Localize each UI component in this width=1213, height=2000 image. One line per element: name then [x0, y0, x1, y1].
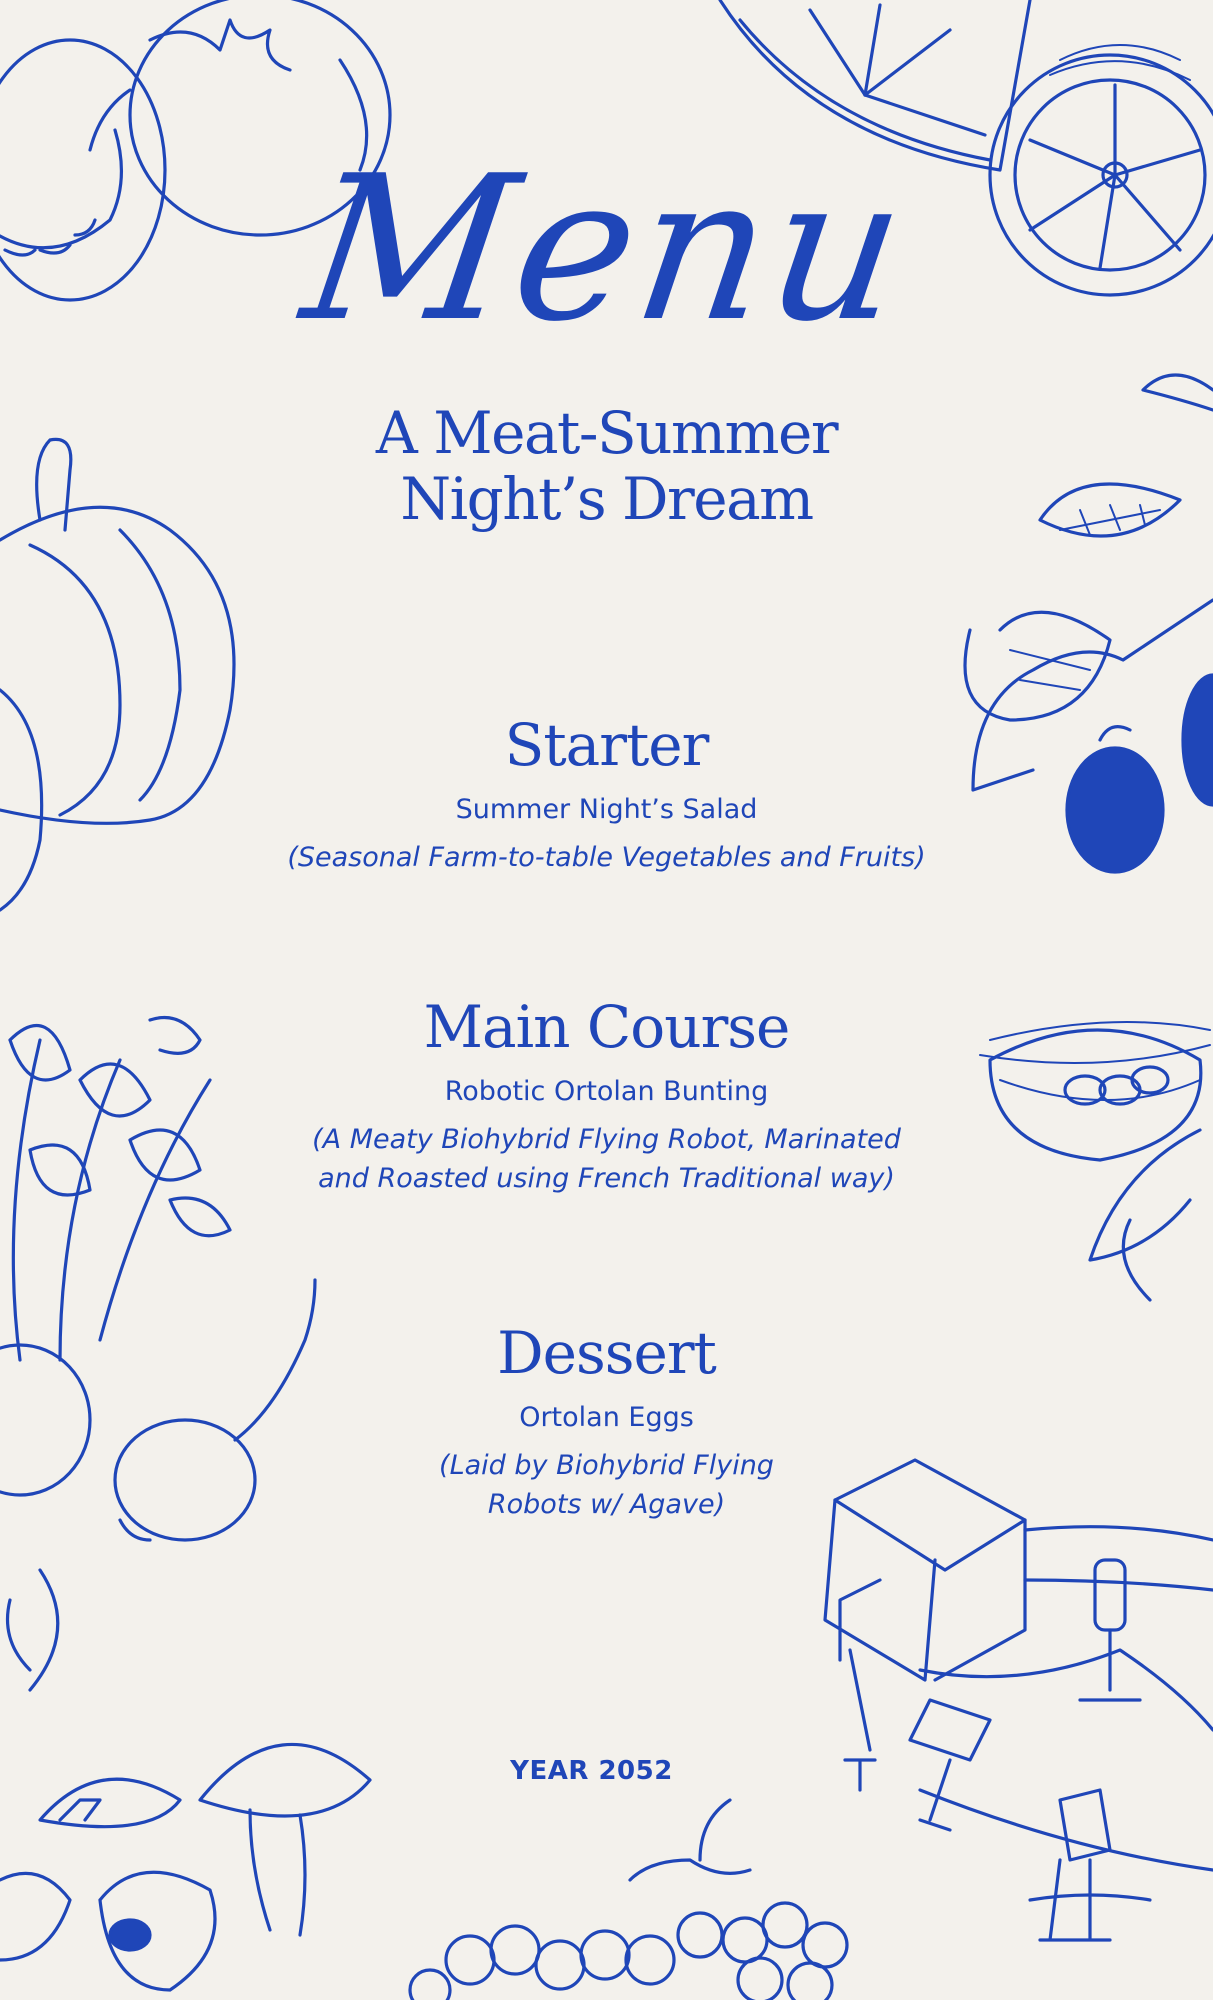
main-course-section — [0, 992, 1213, 1198]
menu-subtitle — [0, 400, 1213, 532]
section-heading-starter: Starter — [504, 711, 709, 779]
starter-section — [0, 710, 1213, 877]
dish-name-main-course: Robotic Ortolan Bunting — [444, 1076, 769, 1107]
section-heading-main-course: Main Course — [423, 993, 790, 1061]
section-heading-dessert: Dessert — [497, 1319, 716, 1387]
subtitle-line-1: A Meat-Summer — [375, 399, 838, 467]
dish-name-starter: Summer Night’s Salad — [455, 794, 758, 825]
dish-description-dessert: (Laid by Biohybrid Flying Robots w/ Agave) — [439, 1450, 774, 1520]
dessert-section — [0, 1318, 1213, 1524]
dish-description-main-course: (A Meaty Biohybrid Flying Robot, Marinated and Roasted using French Traditional way) — [312, 1124, 901, 1194]
subtitle-line-2: Night’s Dream — [400, 465, 813, 533]
dish-description-starter: (Seasonal Farm-to-table Vegetables and Fruits) — [287, 842, 926, 873]
footer-year: YEAR 2052 — [510, 1756, 673, 1786]
menu-title: Menu — [291, 133, 922, 366]
dish-name-dessert: Ortolan Eggs — [519, 1402, 694, 1433]
